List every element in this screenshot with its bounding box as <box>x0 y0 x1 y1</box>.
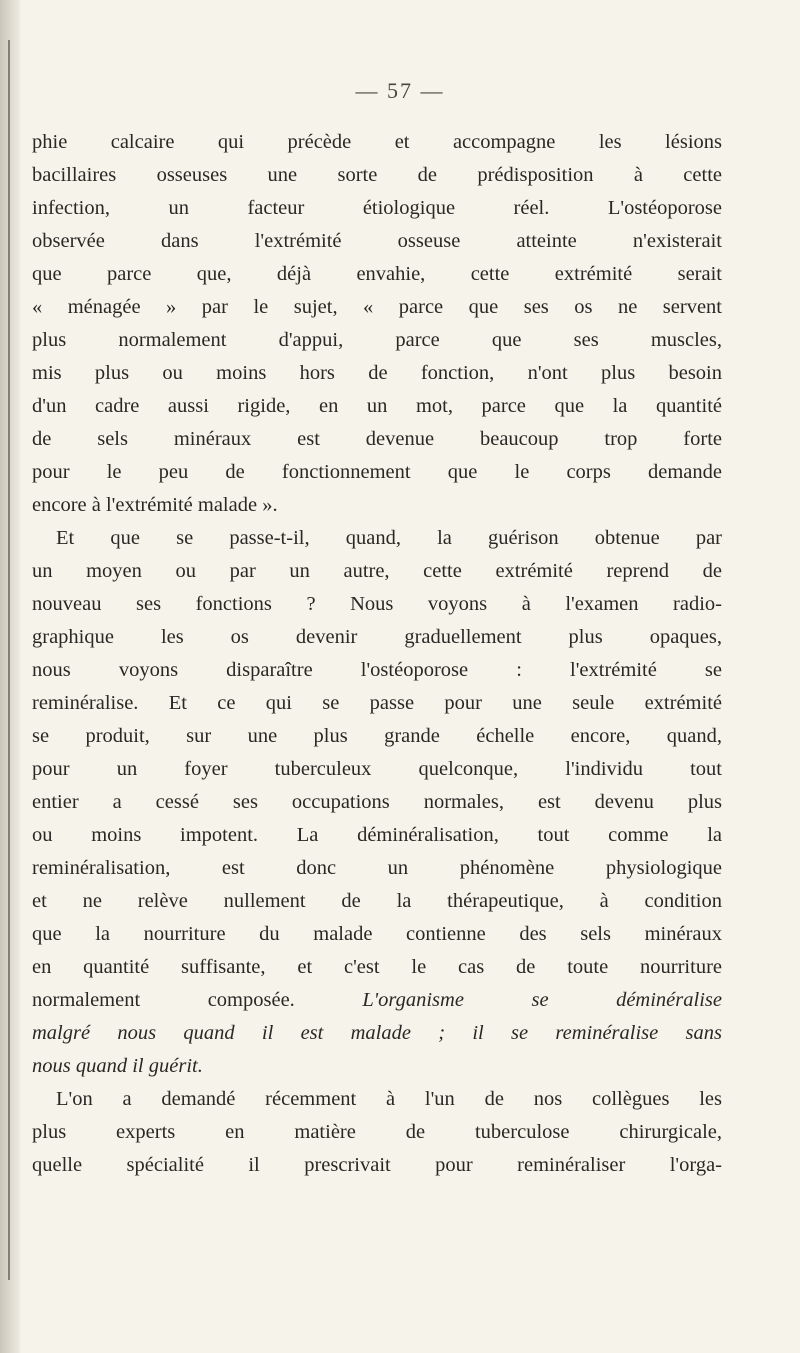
text-line-italic: L'organisme se déminéralise <box>362 989 722 1011</box>
text-line: L'on a demandé récemment à l'un de nos collègues les <box>56 1088 722 1110</box>
text-line: nouveau ses fonctions ? Nous voyons à l'examen radio- <box>32 593 722 615</box>
text-line: un moyen ou par un autre, cette extrémité reprend de <box>32 560 722 582</box>
text-line: bacillaires osseuses une sorte de prédisposition à cette <box>32 164 722 186</box>
text-line: phie calcaire qui précède et accompagne les lésions <box>32 131 722 153</box>
text-line: que parce que, déjà envahie, cette extrémité serait <box>32 263 722 285</box>
text-line: encore à l'extrémité malade ». <box>32 494 278 516</box>
text-line: entier a cessé ses occupations normales, est devenu plus <box>32 791 722 813</box>
text-line: que la nourriture du malade contienne des sels minéraux <box>32 923 722 945</box>
text-line: ou moins impotent. La déminéralisation, tout comme la <box>32 824 722 846</box>
text-line: graphique les os devenir graduellement plus opaques, <box>32 626 722 648</box>
text-line: quelle spécialité il prescrivait pour reminéraliser l'orga- <box>32 1154 722 1176</box>
text-line: observée dans l'extrémité osseuse atteinte n'existerait <box>32 230 722 252</box>
text-line: et ne relève nullement de la thérapeutique, à condition <box>32 890 722 912</box>
text-line: pour un foyer tuberculeux quelconque, l'individu tout <box>32 758 722 780</box>
text-line: Et que se passe-t-il, quand, la guérison obtenue par <box>56 527 722 549</box>
book-spine-shadow <box>0 0 20 1353</box>
text-line: malgré nous quand il est malade ; il se reminéralise sans <box>32 1022 722 1044</box>
body-text <box>32 126 722 1182</box>
text-line: nous quand il guérit. <box>32 1055 203 1077</box>
text-line: plus experts en matière de tuberculose chirurgicale, <box>32 1121 722 1143</box>
spine-edge-line <box>8 40 10 1280</box>
text-line: « ménagée » par le sujet, « parce que ses os ne servent <box>32 296 722 318</box>
text-line: se produit, sur une plus grande échelle encore, quand, <box>32 725 722 747</box>
text-line: infection, un facteur étiologique réel. L'ostéoporose <box>32 197 722 219</box>
text-line: mis plus ou moins hors de fonction, n'ont plus besoin <box>32 362 722 384</box>
text-line: de sels minéraux est devenue beaucoup trop forte <box>32 428 722 450</box>
text-line-roman: normalement composée. <box>32 989 363 1011</box>
text-line: reminéralise. Et ce qui se passe pour une seule extrémité <box>32 692 722 714</box>
text-line: d'un cadre aussi rigide, en un mot, parce que la quantité <box>32 395 722 417</box>
text-line <box>32 984 722 1017</box>
text-line: plus normalement d'appui, parce que ses muscles, <box>32 329 722 351</box>
page-number: — 57 — <box>355 78 445 103</box>
text-line: nous voyons disparaître l'ostéoporose : l'extrémité se <box>32 659 722 681</box>
text-line: en quantité suffisante, et c'est le cas de toute nourriture <box>32 956 722 978</box>
text-line: reminéralisation, est donc un phénomène physiologique <box>32 857 722 879</box>
text-line: pour le peu de fonctionnement que le corps demande <box>32 461 722 483</box>
